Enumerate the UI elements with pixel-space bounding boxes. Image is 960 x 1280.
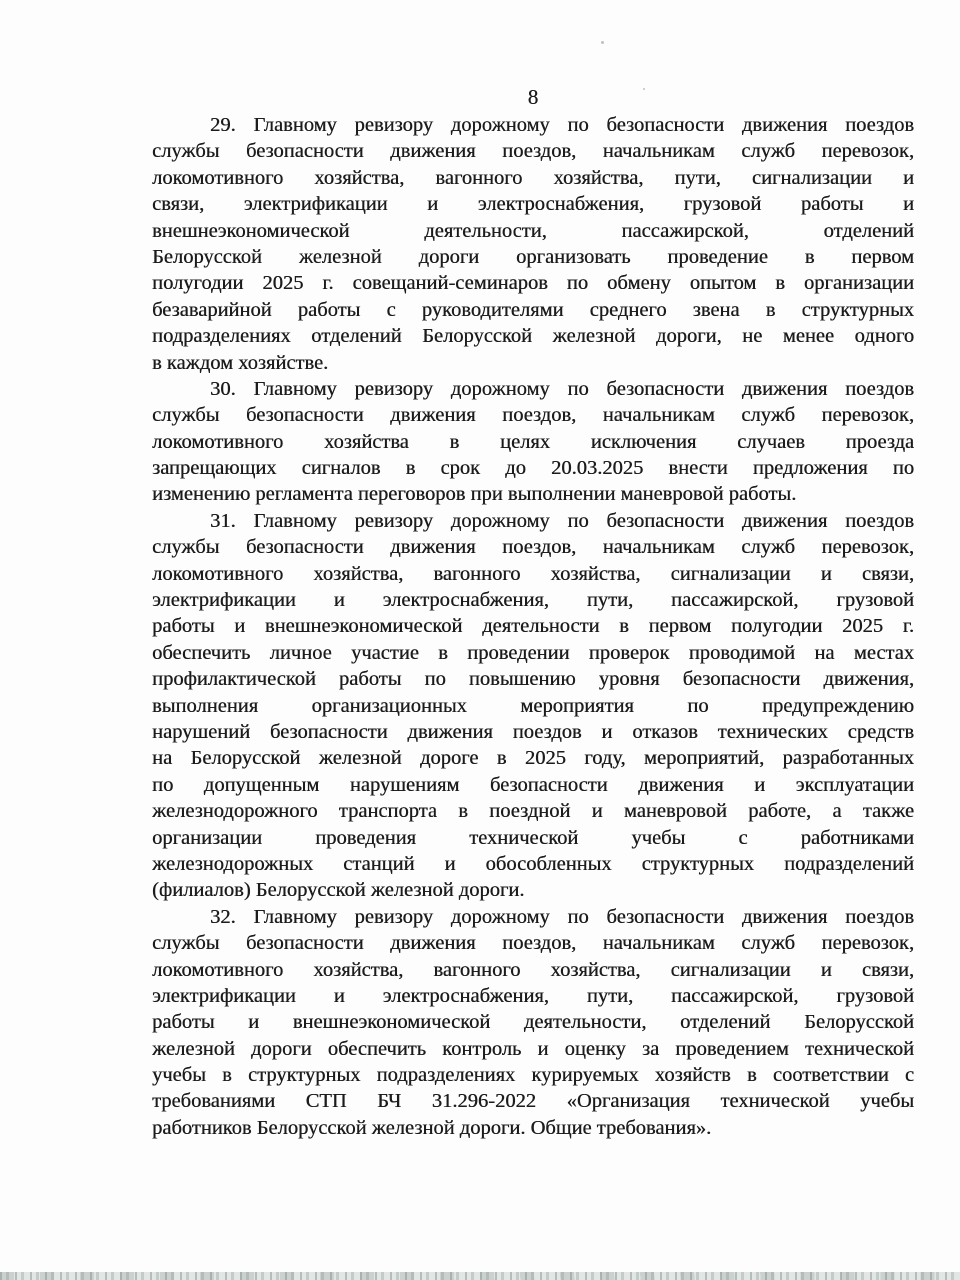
paragraph <box>152 112 914 376</box>
scan-speckle <box>601 41 604 44</box>
text-line: полугодии 2025 г. совещаний-семинаров по обмену опытом в организации <box>152 272 914 295</box>
text-line: локомотивного хозяйства, вагонного хозяйства, сигнализации и связи, <box>152 958 914 981</box>
text-line: организации проведения технической учебы с работниками <box>152 826 914 849</box>
text-line: внешнеэкономической деятельности, пассажирской, отделений <box>152 219 914 242</box>
text-line: службы безопасности движения поездов, начальникам служб перевозок, <box>152 140 914 163</box>
text-line: локомотивного хозяйства в целях исключения случаев проезда <box>152 430 914 453</box>
text-line: в каждом хозяйстве. <box>152 351 329 374</box>
text-line: 30. Главному ревизору дорожному по безопасности движения поездов <box>210 377 914 400</box>
text-line: безаварийной работы с руководителями среднего звена в структурных <box>152 298 914 321</box>
page-number: 8 <box>527 85 539 109</box>
text-line: изменению регламента переговоров при выполнении маневровой работы. <box>152 483 797 506</box>
text-line: железнодорожного транспорта в поездной и маневровой работе, а также <box>152 800 914 823</box>
text-line: Белорусской железной дороги организовать проведение в первом <box>152 245 914 268</box>
text-line: железной дороги обеспечить контроль и оценку за проведением технической <box>152 1037 914 1060</box>
text-line: службы безопасности движения поездов, начальникам служб перевозок, <box>152 536 914 559</box>
paragraph <box>152 904 914 1142</box>
document-body <box>152 112 914 1141</box>
paragraph <box>152 376 914 508</box>
text-line: выполнения организационных мероприятия по предупреждению <box>152 694 914 717</box>
text-line: профилактической работы по повышению уровня безопасности движения, <box>152 668 914 691</box>
text-line: службы безопасности движения поездов, начальникам служб перевозок, <box>152 404 914 427</box>
text-line: учебы в структурных подразделениях курируемых хозяйств в соответствии с <box>152 1064 914 1087</box>
text-line: локомотивного хозяйства, вагонного хозяйства, пути, сигнализации и <box>152 166 914 189</box>
text-line: подразделениях отделений Белорусской железной дороги, не менее одного <box>152 325 914 348</box>
text-line: работы и внешнеэкономической деятельности, отделений Белорусской <box>152 1011 914 1034</box>
text-line: обеспечить личное участие в проведении проверок проводимой на местах <box>152 641 914 664</box>
text-line: работы и внешнеэкономической деятельности в первом полугодии 2025 г. <box>152 615 914 638</box>
text-line: 29. Главному ревизору дорожному по безопасности движения поездов <box>210 114 914 136</box>
text-line: требованиями СТП БЧ 31.296-2022 «Организация технической учебы <box>152 1090 914 1113</box>
text-line: на Белорусской железной дороге в 2025 году, мероприятий, разработанных <box>152 747 914 770</box>
text-line: по допущенным нарушениям безопасности движения и эксплуатации <box>152 773 914 796</box>
scan-artifact-band <box>0 1272 960 1280</box>
text-line: службы безопасности движения поездов, начальникам служб перевозок, <box>152 932 914 955</box>
paragraph <box>152 508 914 904</box>
text-line: связи, электрификации и электроснабжения, грузовой работы и <box>152 193 914 216</box>
text-line: электрификации и электроснабжения, пути, пассажирской, грузовой <box>152 984 914 1007</box>
text-line: запрещающих сигналов в срок до 20.03.2025 внести предложения по <box>152 457 914 480</box>
text-line: локомотивного хозяйства, вагонного хозяйства, сигнализации и связи, <box>152 562 914 585</box>
text-line: нарушений безопасности движения поездов и отказов технических средств <box>152 720 914 743</box>
text-line: 32. Главному ревизору дорожному по безопасности движения поездов <box>210 905 914 928</box>
scan-speckle <box>643 88 645 90</box>
text-line: 31. Главному ревизору дорожному по безопасности движения поездов <box>210 509 914 532</box>
text-line: электрификации и электроснабжения, пути, пассажирской, грузовой <box>152 589 914 612</box>
text-line: железнодорожных станций и обособленных структурных подразделений <box>152 852 914 875</box>
text-line: (филиалов) Белорусской железной дороги. <box>152 879 525 902</box>
text-line: работников Белорусской железной дороги. Общие требования». <box>152 1116 712 1139</box>
